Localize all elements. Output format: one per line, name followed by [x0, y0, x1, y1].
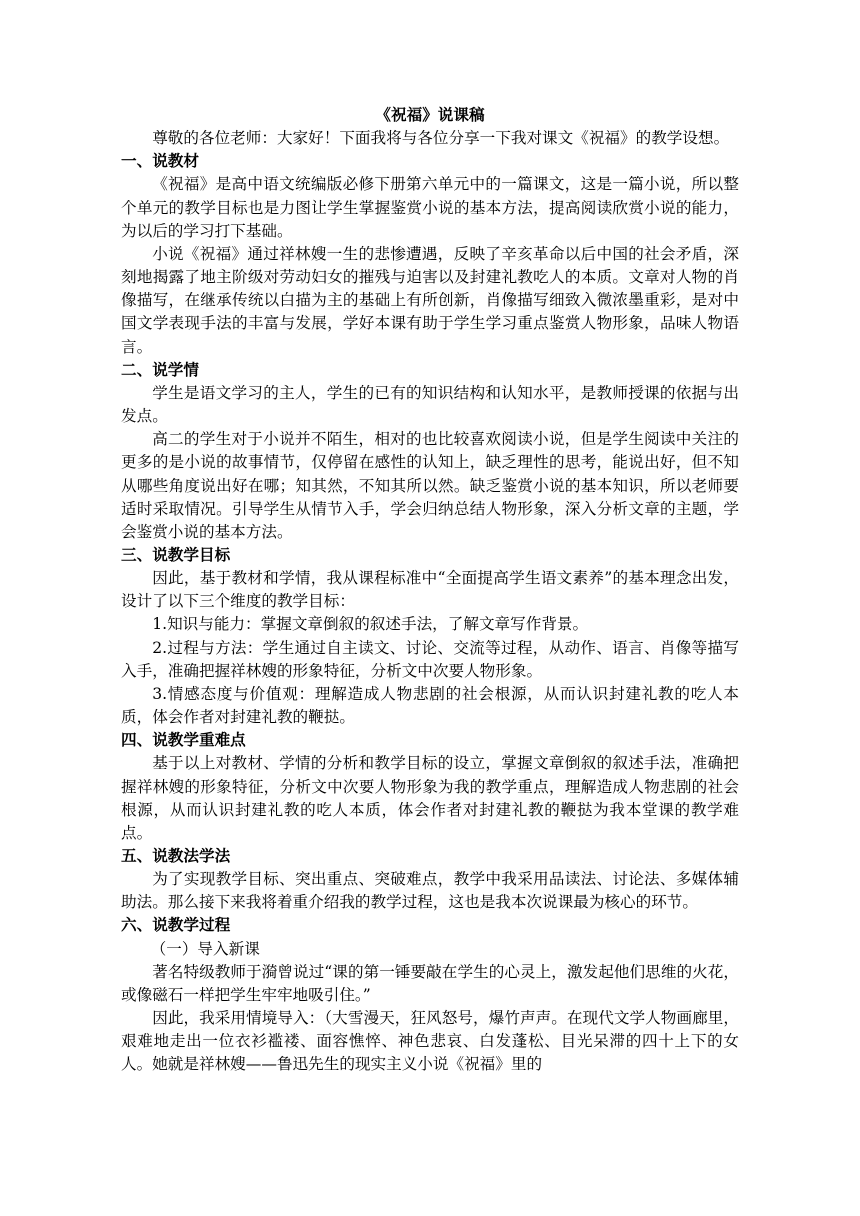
paragraph: 因此，我采用情境导入：（大雪漫天，狂风怒号，爆竹声声。在现代文学人物画廊里，艰难地走出一位衣衫褴褛、面容憔悴、神色悲哀、白发蓬松、目光呆滞的四十上下的女人。她就是祥林嫂——鲁迅先生的现实主义小说《祝福》里的 — [121, 1009, 739, 1074]
paragraph: 基于以上对教材、学情的分析和教学目标的设立，掌握文章倒叙的叙述手法，准确把握祥林嫂的形象特征，分析文中次要人物形象为我的教学重点，理解造成人物悲剧的社会根源，从而认识封建礼教的吃人本质，体会作者对封建礼教的鞭挞为我本堂课的教学难点。 — [121, 754, 739, 842]
section-heading-textbook: 一、说教材 — [121, 152, 199, 171]
objective-item: 1.知识与能力：掌握文章倒叙的叙述手法，了解文章写作背景。 — [152, 615, 589, 634]
paragraph: 学生是语文学习的主人，学生的已有的知识结构和认知水平，是教师授课的依据与出发点。 — [121, 383, 739, 426]
section-heading-students: 二、说学情 — [121, 360, 199, 379]
objective-item: 3.情感态度与价值观：理解造成人物悲剧的社会根源，从而认识封建礼教的吃人本质，体会作者对封建礼教的鞭挞。 — [121, 684, 739, 727]
section-heading-key-points: 四、说教学重难点 — [121, 731, 246, 750]
subsection-heading: （一）导入新课 — [150, 939, 260, 958]
paragraph: 为了实现教学目标、突出重点、突破难点，教学中我采用品读法、讨论法、多媒体辅助法。那么接下来我将着重介绍我的教学过程，这也是我本次说课最为核心的环节。 — [121, 870, 739, 912]
document-title: 《祝福》说课稿 — [375, 106, 485, 124]
section-heading-process: 六、说教学过程 — [121, 916, 231, 935]
section-heading-objectives: 三、说教学目标 — [121, 545, 231, 564]
paragraph: 因此，基于教材和学情，我从课程标准中“全面提高学生语文素养”的基本理念出发，设计了以下三个维度的教学目标： — [121, 569, 739, 611]
document-page — [121, 104, 739, 1077]
paragraph: 小说《祝福》通过祥林嫂一生的悲惨遭遇，反映了辛亥革命以后中国的社会矛盾，深刻地揭露了地主阶级对劳动妇女的摧残与迫害以及封建礼教吃人的本质。文章对人物的肖像描写，在继承传统以白描为主的基础上有所创新，肖像描写细致入微浓墨重彩，是对中国文学表现手法的丰富与发展，学好本课有助于学生学习重点鉴赏人物形象，品味人物语言。 — [121, 244, 739, 356]
section-heading-methods: 五、说教法学法 — [121, 847, 231, 865]
paragraph: 著名特级教师于漪曾说过“课的第一锤要敲在学生的心灵上，激发起他们思维的火花，或像磁石一样把学生牢牢地吸引住。” — [121, 962, 739, 1004]
intro-paragraph: 尊敬的各位老师：大家好！下面我将与各位分享一下我对课文《祝福》的教学设想。 — [152, 129, 730, 148]
paragraph: 高二的学生对于小说并不陌生，相对的也比较喜欢阅读小说，但是学生阅读中关注的更多的是小说的故事情节，仅停留在感性的认知上，缺乏理性的思考，能说出好，但不知从哪些角度说出好在哪；知其然，不知其所以然。缺乏鉴赏小说的基本知识，所以老师要适时采取情况。引导学生从情节入手，学会归纳总结人物形象，深入分析文章的主题，学会鉴赏小说的基本方法。 — [121, 430, 739, 541]
paragraph: 《祝福》是高中语文统编版必修下册第六单元中的一篇课文，这是一篇小说，所以整个单元的教学目标也是力图让学生掌握鉴赏小说的基本方法，提高阅读欣赏小说的能力，为以后的学习打下基础。 — [121, 175, 739, 240]
objective-item: 2.过程与方法：学生通过自主读文、讨论、交流等过程，从动作、语言、肖像等描写入手，准确把握祥林嫂的形象特征，分析文中次要人物形象。 — [121, 638, 739, 680]
